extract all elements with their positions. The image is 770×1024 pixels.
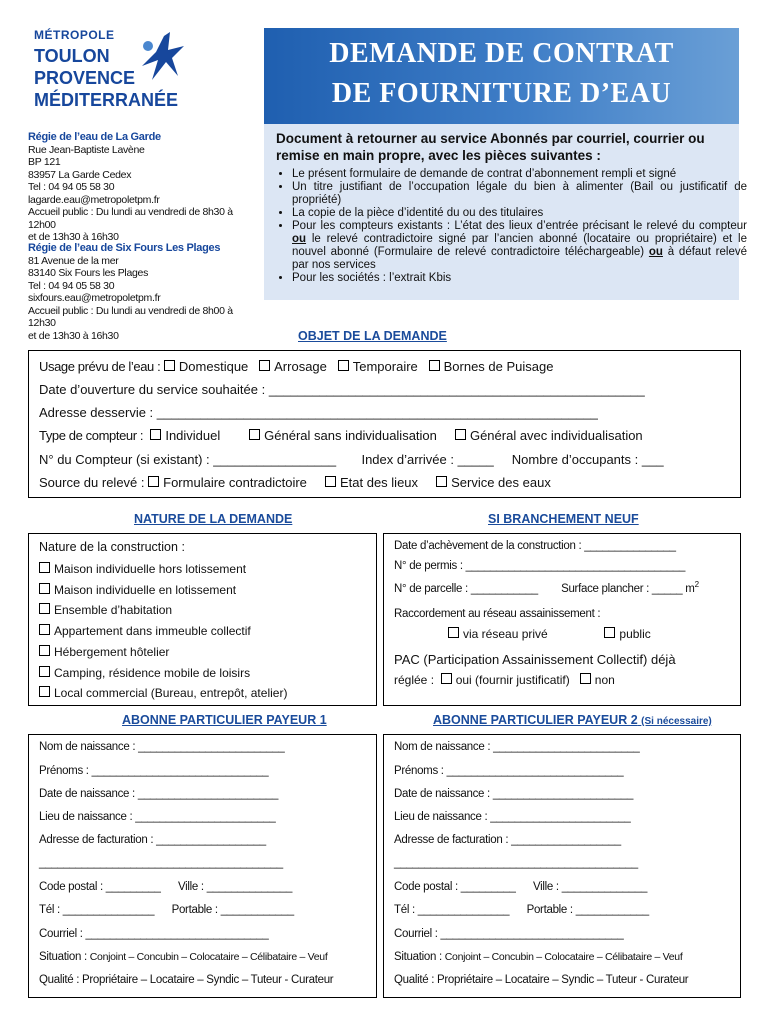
nature-box (28, 533, 377, 706)
situation-row (39, 951, 327, 963)
title-banner (264, 28, 739, 124)
checkbox-temporaire[interactable]: Temporaire (338, 359, 418, 374)
permis-field[interactable]: N° de permis : ____________________________________ (394, 560, 686, 572)
payeur2-note: (Si nécessaire) (641, 716, 712, 727)
checkbox-arrosage[interactable]: Arrosage (259, 359, 327, 374)
portable-field[interactable]: Portable : ____________ (171, 904, 294, 916)
checkbox-nature-4[interactable]: Appartement dans immeuble collectif (39, 624, 251, 638)
checkbox-pac-oui[interactable]: oui (fournir justificatif) (441, 673, 570, 687)
adresse-facturation-field-2[interactable]: ________________________________________ (39, 857, 283, 869)
compteurs-text-b: le relevé contradictoire signé par l’ancien abonné (locataire ou propriétaire) et le nouvel abonné (Formulaire de relevé contradictoire téléchargeable) (292, 233, 747, 258)
checkbox-service-eaux[interactable]: Service des eaux (436, 475, 551, 490)
adresse-field[interactable]: _____________________________________________________________ (156, 405, 598, 420)
nom-naissance-field[interactable]: Nom de naissance : ________________________ (394, 741, 640, 753)
title-line-1: DEMANDE DE CONTRAT (329, 38, 674, 69)
payeur2-section-title: ABONNE PARTICULIER PAYEUR 2 (Si nécessaire) (433, 713, 712, 727)
address-line: 81 Avenue de la mer (28, 254, 119, 267)
usage-row (39, 359, 553, 374)
type-compteur-row (39, 428, 643, 443)
checkbox-nature-1[interactable]: Maison individuelle hors lotissement (39, 562, 246, 576)
surface-field[interactable]: Surface plancher : _____ $m^2$ (561, 580, 699, 595)
parcelle-field[interactable]: N° de parcelle : ___________ (394, 582, 538, 595)
nature-section-title: NATURE DE LA DEMANDE (134, 512, 293, 526)
hours-line: et de 13h30 à 16h30 (28, 231, 119, 243)
date-naissance-field[interactable]: Date de naissance : _______________________ (394, 788, 634, 800)
date-ouverture-field[interactable]: ____________________________________________________ (268, 382, 645, 397)
address-line: BP 121 (28, 156, 61, 168)
checkbox-public[interactable]: public (604, 627, 650, 641)
checkbox-domestique[interactable]: Domestique (164, 359, 248, 374)
pac-line-1: PAC (Participation Assainissement Collectif) déjà (394, 652, 676, 667)
checkbox-individuel[interactable]: Individuel (150, 428, 220, 443)
intro-text: Document à retourner au service Abonnés par courriel, courrier ou remise en main propre, avec les pièces suivantes : (276, 131, 705, 163)
situation-label: Situation : (394, 951, 442, 963)
payeur2-box (383, 734, 741, 998)
code-postal-field[interactable]: Code postal : _________ (394, 881, 516, 893)
list-item: • Un titre justifiant de l’occupation légale du bien à alimenter (Bail ou justificatif de propriété) (292, 181, 747, 207)
runner-figure-icon (138, 32, 188, 92)
situation-options[interactable]: Conjoint – Concubin – Colocataire – Célibataire – Veuf (444, 951, 683, 963)
checkbox-general-sans[interactable]: Général sans individualisation (249, 428, 437, 443)
nombre-occupants-field[interactable]: Nombre d’occupants : ___ (511, 452, 664, 467)
nature-label: Nature de la construction : (39, 540, 185, 554)
checkbox-bornes[interactable]: Bornes de Puisage (429, 359, 554, 374)
metropole-logo (34, 28, 194, 116)
compteurs-text-c: à défaut relevé par nos services (292, 246, 747, 271)
numero-compteur-field[interactable]: N° du Compteur (si existant) : _________________ (39, 452, 337, 467)
phone-line: Tel : 04 94 05 58 30 (28, 181, 115, 193)
date-ouverture-row (39, 382, 645, 397)
address-line: 83957 La Garde Cedex (28, 168, 132, 181)
prenoms-field[interactable]: Prénoms : _____________________________ (39, 765, 269, 777)
situation-row (394, 951, 682, 963)
regie-heading: Régie de l’eau de La Garde (28, 131, 161, 143)
qualite-options[interactable]: Qualité : Propriétaire – Locataire – Syndic – Tuteur - Curateur (394, 974, 689, 986)
source-label: Source du relevé : (39, 475, 145, 490)
adresse-label: Adresse desservie : (39, 405, 154, 420)
courriel-field[interactable]: Courriel : ______________________________ (394, 928, 624, 940)
objet-box (28, 350, 741, 498)
situation-label: Situation : (39, 951, 87, 963)
usage-label: Usage prévu de l’eau : (39, 359, 161, 374)
payeur1-section-title: ABONNE PARTICULIER PAYEUR 1 (122, 713, 327, 727)
prenoms-field[interactable]: Prénoms : _____________________________ (394, 765, 624, 777)
date-ouverture-label: Date d’ouverture du service souhaitée : (39, 382, 266, 397)
checkbox-nature-5[interactable]: Hébergement hôtelier (39, 645, 169, 659)
objet-section-title: OBJET DE LA DEMANDE (298, 329, 447, 343)
or-emphasis-1: ou (292, 233, 307, 245)
checkbox-nature-3[interactable]: Ensemble d’habitation (39, 603, 172, 617)
logo-line-3: PROVENCE (34, 68, 136, 88)
tel-field[interactable]: Tél : _______________ (39, 904, 155, 916)
situation-options[interactable]: Conjoint – Concubin – Colocataire – Célibataire – Veuf (89, 951, 328, 963)
telephone-row (394, 904, 649, 916)
ville-field[interactable]: Ville : ______________ (533, 881, 648, 893)
title-line-2: DE FOURNITURE D’EAU (331, 78, 672, 109)
checkbox-reseau-prive[interactable]: via réseau privé (448, 627, 548, 641)
logo-line-2: TOULON (34, 46, 110, 66)
checkbox-etat-des-lieux[interactable]: Etat des lieux (325, 475, 418, 490)
courriel-field[interactable]: Courriel : ______________________________ (39, 928, 269, 940)
pac-label: réglée : (394, 673, 435, 687)
email-link[interactable]: lagarde.eau@metropoletpm.fr (28, 193, 160, 206)
address-line: 83140 Six Fours les Plages (28, 267, 149, 279)
pac-line-2 (394, 673, 615, 687)
code-postal-field[interactable]: Code postal : _________ (39, 881, 161, 893)
nom-naissance-field[interactable]: Nom de naissance : ________________________ (39, 741, 285, 753)
index-arrivee-field[interactable]: Index d’arrivée : _____ (361, 452, 494, 467)
logo-line-4: MÉDITERRANÉE (34, 90, 179, 110)
portable-field[interactable]: Portable : ____________ (526, 904, 649, 916)
telephone-row (39, 904, 294, 916)
or-emphasis-2: ou (648, 246, 663, 258)
racc-options-row (448, 627, 651, 641)
list-item-compteurs (292, 220, 747, 272)
adresse-facturation-field-2[interactable]: ________________________________________ (394, 857, 638, 869)
branchement-section-title: SI BRANCHEMENT NEUF (488, 512, 639, 526)
list-item: • Le présent formulaire de demande de contrat d’abonnement rempli et signé (292, 168, 747, 181)
ville-field[interactable]: Ville : ______________ (178, 881, 293, 893)
hours-line: Accueil public : Du lundi au vendredi de 8h00 à 12h30 (28, 304, 233, 329)
checkbox-nature-2[interactable]: Maison individuelle en lotissement (39, 583, 236, 597)
address-line: Rue Jean-Baptiste Lavène (28, 143, 145, 156)
type-compteur-label: Type de compteur : (39, 428, 144, 443)
hours-line: Accueil public : Du lundi au vendredi de 8h30 à 12h00 (28, 206, 233, 231)
source-releve-row (39, 475, 551, 490)
checkbox-formulaire[interactable]: Formulaire contradictoire (148, 475, 307, 490)
tel-field[interactable]: Tél : _______________ (394, 904, 510, 916)
checkbox-general-avec[interactable]: Général avec individualisation (455, 428, 643, 443)
list-item: • Pour les sociétés : l’extrait Kbis (292, 272, 747, 285)
list-item: • La copie de la pièce d’identité du ou des titulaires (292, 207, 747, 220)
date-naissance-field[interactable]: Date de naissance : _______________________ (39, 788, 279, 800)
checkbox-nature-7[interactable]: Local commercial (Bureau, entrepôt, atelier) (39, 686, 287, 700)
logo-line-1: MÉTROPOLE (34, 28, 115, 42)
phone-line: Tel : 04 94 05 58 30 (28, 279, 115, 292)
branchement-box (383, 533, 741, 706)
adresse-facturation-field[interactable]: Adresse de facturation : __________________ (394, 834, 621, 846)
compteurs-text-a: Pour les compteurs existants : L’état des lieux d’entrée précisant le relevé du compteur (292, 220, 747, 232)
hours-line: et de 13h30 à 16h30 (28, 329, 119, 342)
parcelle-row (394, 580, 699, 595)
lieu-naissance-field[interactable]: Lieu de naissance : _______________________ (394, 811, 631, 823)
regie-six-fours (28, 242, 260, 342)
date-achevement-field[interactable]: Date d’achèvement de la construction : _______________ (394, 540, 676, 552)
code-postal-row (394, 881, 647, 893)
documents-list (276, 168, 747, 285)
documents-info-box (264, 124, 747, 300)
compteur-row (39, 452, 664, 467)
code-postal-row (39, 881, 292, 893)
adresse-facturation-field[interactable]: Adresse de facturation : __________________ (39, 834, 266, 846)
checkbox-pac-non[interactable]: non (580, 673, 615, 687)
raccordement-label: Raccordement au réseau assainissement : (394, 608, 601, 620)
email-link[interactable]: sixfours.eau@metropoletpm.fr (28, 292, 161, 304)
adresse-row (39, 405, 598, 420)
regie-heading: Régie de l’eau de Six Fours Les Plages (28, 242, 221, 254)
checkbox-nature-6[interactable]: Camping, résidence mobile de loisirs (39, 666, 250, 680)
qualite-options[interactable]: Qualité : Propriétaire – Locataire – Syndic – Tuteur - Curateur (39, 974, 334, 986)
regie-la-garde (28, 131, 260, 244)
payeur1-box (28, 734, 377, 998)
lieu-naissance-field[interactable]: Lieu de naissance : _______________________ (39, 811, 276, 823)
